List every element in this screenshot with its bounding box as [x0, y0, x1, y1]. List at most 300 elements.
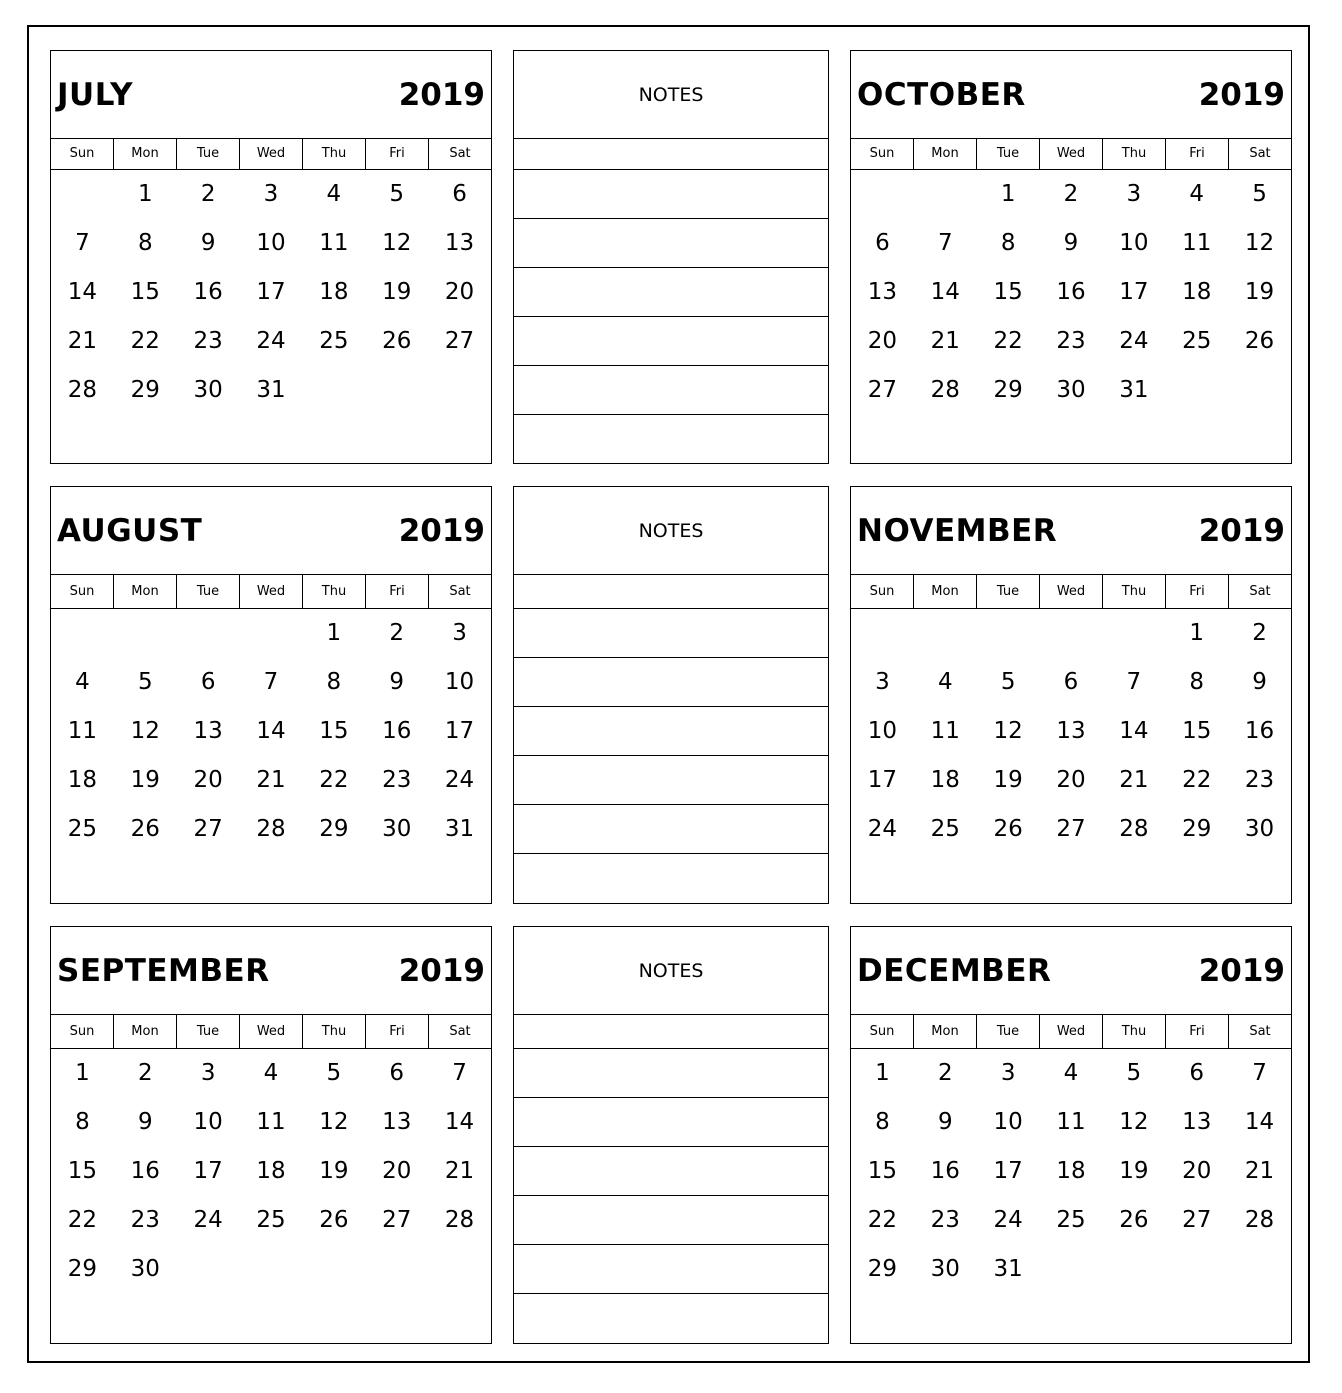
day-cell: 17: [193, 1158, 223, 1184]
day-cell-empty: [114, 609, 177, 658]
weekday-label: Sat: [1249, 584, 1271, 599]
day-cell: 20: [444, 279, 475, 305]
day-cell: 13: [1182, 1109, 1212, 1135]
day-cell: 17: [444, 718, 475, 744]
day-cell: 5: [1252, 181, 1267, 207]
day-cell: 29: [319, 816, 349, 842]
day-cell: 6: [1189, 1060, 1205, 1086]
day-cell: 12: [1244, 230, 1275, 256]
weekday-label: Wed: [1040, 1015, 1103, 1048]
weekday-label: Sat: [1249, 146, 1271, 161]
day-cell: 22: [67, 1207, 98, 1233]
day-cell: 27: [444, 328, 475, 354]
weekday-label: Mon: [914, 139, 977, 169]
day-cell: 29: [867, 1256, 898, 1282]
day-cell: 23: [1056, 328, 1086, 354]
day-cell: 15: [993, 279, 1023, 305]
day-cell: 11: [930, 718, 960, 744]
day-cell: 3: [1000, 1060, 1016, 1086]
day-cell: 2: [389, 620, 405, 646]
notes-lines: [514, 575, 828, 903]
day-cell: 5: [137, 669, 153, 695]
day-cell: 10: [867, 718, 898, 744]
day-cell: 2: [137, 1060, 153, 1086]
day-cell-empty: [851, 609, 914, 658]
day-cell: 26: [1244, 328, 1275, 354]
day-cell: 4: [326, 181, 342, 207]
day-cell: 28: [930, 377, 960, 403]
day-cell: 3: [875, 669, 890, 695]
day-cell: 26: [130, 816, 160, 842]
day-cell: 23: [930, 1207, 960, 1233]
note-line: [514, 756, 828, 805]
day-cell: 11: [256, 1109, 286, 1135]
day-cell: 18: [1056, 1158, 1086, 1184]
day-cell: 21: [444, 1158, 475, 1184]
day-cell: 15: [867, 1158, 898, 1184]
month-name: AUGUST: [57, 513, 203, 549]
notes-panel: [513, 926, 829, 1344]
day-cell: 1: [137, 181, 153, 207]
weekday-label: Thu: [1103, 1015, 1166, 1048]
day-cell: 30: [930, 1256, 960, 1282]
day-cell: 10: [193, 1109, 223, 1135]
day-cell: 13: [193, 718, 223, 744]
day-cell: 7: [452, 1060, 467, 1086]
notes-title: NOTES: [514, 487, 828, 575]
note-line: [514, 1147, 828, 1196]
day-cell: 28: [67, 377, 98, 403]
day-cell: 26: [319, 1207, 349, 1233]
month-header: [851, 51, 1291, 139]
month-calendar-october: [850, 50, 1292, 464]
day-cell: 3: [263, 181, 279, 207]
day-cell: 7: [75, 230, 90, 256]
day-cell: 23: [130, 1207, 160, 1233]
day-cell: 3: [200, 1060, 216, 1086]
day-cell: 28: [1244, 1207, 1275, 1233]
month-name: SEPTEMBER: [57, 953, 270, 989]
day-cell-empty: [1102, 609, 1165, 658]
day-cell: 8: [1000, 230, 1016, 256]
day-cell: 9: [937, 1109, 953, 1135]
note-line: [514, 609, 828, 658]
weekday-label: Wed: [1040, 139, 1103, 169]
day-cell: 21: [930, 328, 960, 354]
day-cell: 5: [1126, 1060, 1142, 1086]
day-cell: 9: [1252, 669, 1267, 695]
day-cell: 2: [200, 181, 216, 207]
day-cell: 17: [867, 767, 898, 793]
day-cell: 2: [1252, 620, 1267, 646]
day-cell: 27: [867, 377, 898, 403]
day-cell: 14: [1244, 1109, 1275, 1135]
day-cell: 2: [1063, 181, 1079, 207]
notes-lines: [514, 1015, 828, 1343]
note-line: [514, 1049, 828, 1098]
day-cell: 15: [130, 279, 160, 305]
day-cell: 31: [993, 1256, 1023, 1282]
notes-panel: [513, 50, 829, 464]
weekday-row: [51, 1015, 491, 1049]
month-calendar-august: [50, 486, 492, 904]
day-cell: 9: [389, 669, 405, 695]
day-cell: 24: [1119, 328, 1149, 354]
day-cell: 21: [1244, 1158, 1275, 1184]
day-cell: 10: [444, 669, 475, 695]
note-line: [514, 854, 828, 903]
day-cell: 5: [1000, 669, 1016, 695]
day-cell: 6: [875, 230, 890, 256]
day-cell: 6: [1063, 669, 1079, 695]
weekday-label: Sat: [449, 584, 471, 599]
weekday-label: Sat: [1249, 1024, 1271, 1039]
day-cell: 29: [67, 1256, 98, 1282]
weekday-label: Wed: [240, 1015, 303, 1048]
day-cell-empty: [914, 170, 977, 219]
day-cell: 27: [193, 816, 223, 842]
weekday-label: Tue: [977, 139, 1040, 169]
note-line: [514, 366, 828, 415]
month-year: 2019: [398, 513, 485, 549]
day-cell: 25: [1182, 328, 1212, 354]
day-cell: 24: [256, 328, 286, 354]
day-cell: 8: [875, 1109, 890, 1135]
weekday-label: Tue: [177, 575, 240, 608]
day-cell: 20: [382, 1158, 412, 1184]
day-cell: 17: [1119, 279, 1149, 305]
day-grid: [51, 1049, 491, 1294]
weekday-label: Sat: [449, 1024, 471, 1039]
day-cell-empty: [914, 609, 977, 658]
day-cell: 1: [75, 1060, 90, 1086]
weekday-label: Fri: [366, 139, 429, 169]
day-cell: 23: [382, 767, 412, 793]
day-cell: 28: [444, 1207, 475, 1233]
day-cell: 30: [1056, 377, 1086, 403]
day-cell: 7: [263, 669, 279, 695]
weekday-label: Fri: [1166, 1015, 1229, 1048]
note-line: [514, 268, 828, 317]
weekday-label: Thu: [1103, 575, 1166, 608]
day-cell: 27: [1056, 816, 1086, 842]
note-line: [514, 658, 828, 707]
day-cell: 10: [256, 230, 286, 256]
day-cell: 13: [382, 1109, 412, 1135]
weekday-label: Sun: [51, 139, 114, 169]
day-cell: 11: [67, 718, 98, 744]
day-grid: [851, 609, 1291, 854]
month-header: [851, 927, 1291, 1015]
day-cell: 16: [193, 279, 223, 305]
month-calendar-december: [850, 926, 1292, 1344]
day-cell: 6: [389, 1060, 405, 1086]
day-cell: 30: [193, 377, 223, 403]
day-cell: 22: [993, 328, 1023, 354]
weekday-label: Fri: [366, 575, 429, 608]
weekday-label: Thu: [303, 139, 366, 169]
day-cell: 21: [67, 328, 98, 354]
day-cell: 12: [130, 718, 160, 744]
note-line: [514, 707, 828, 756]
day-cell: 18: [1182, 279, 1212, 305]
note-line: [514, 1196, 828, 1245]
weekday-label: Sun: [851, 575, 914, 608]
day-cell: 16: [382, 718, 412, 744]
day-cell: 22: [867, 1207, 898, 1233]
weekday-label: Mon: [914, 575, 977, 608]
weekday-label: Mon: [114, 139, 177, 169]
note-line: [514, 1098, 828, 1147]
day-cell: 25: [930, 816, 960, 842]
weekday-label: Tue: [977, 575, 1040, 608]
notes-title: NOTES: [514, 927, 828, 1015]
weekday-label: Thu: [1103, 139, 1166, 169]
day-cell: 10: [993, 1109, 1023, 1135]
weekday-label: Sun: [51, 1015, 114, 1048]
day-cell: 8: [326, 669, 342, 695]
note-line: [514, 1015, 828, 1049]
day-cell: 7: [937, 230, 953, 256]
day-cell: 22: [319, 767, 349, 793]
day-cell: 19: [1119, 1158, 1149, 1184]
day-cell: 20: [867, 328, 898, 354]
day-cell: 25: [256, 1207, 286, 1233]
day-cell-empty: [977, 609, 1040, 658]
note-line: [514, 170, 828, 219]
day-cell-empty: [240, 609, 303, 658]
day-cell: 24: [193, 1207, 223, 1233]
weekday-label: Thu: [303, 1015, 366, 1048]
day-cell: 15: [1182, 718, 1212, 744]
day-cell: 13: [867, 279, 898, 305]
weekday-label: Sat: [449, 146, 471, 161]
day-cell: 5: [326, 1060, 342, 1086]
day-cell: 26: [1119, 1207, 1149, 1233]
day-cell: 29: [1182, 816, 1212, 842]
weekday-row: [51, 139, 491, 170]
day-cell: 16: [930, 1158, 960, 1184]
day-cell: 6: [452, 181, 467, 207]
day-cell: 1: [326, 620, 342, 646]
note-line: [514, 575, 828, 609]
day-cell: 19: [130, 767, 160, 793]
weekday-label: Fri: [366, 1015, 429, 1048]
day-cell: 14: [444, 1109, 475, 1135]
day-cell: 14: [67, 279, 98, 305]
day-cell: 12: [993, 718, 1023, 744]
day-cell: 14: [256, 718, 286, 744]
note-line: [514, 219, 828, 268]
day-cell: 25: [1056, 1207, 1086, 1233]
weekday-label: Mon: [114, 575, 177, 608]
day-cell: 6: [200, 669, 216, 695]
day-cell-empty: [51, 170, 114, 219]
month-name: NOVEMBER: [857, 513, 1058, 549]
day-cell: 31: [1119, 377, 1149, 403]
day-cell: 29: [993, 377, 1023, 403]
day-cell: 19: [1244, 279, 1275, 305]
weekday-label: Mon: [114, 1015, 177, 1048]
note-line: [514, 805, 828, 854]
day-cell-empty: [1040, 609, 1103, 658]
day-cell: 4: [1189, 181, 1205, 207]
month-year: 2019: [398, 953, 485, 989]
weekday-row: [851, 139, 1291, 170]
day-cell: 26: [382, 328, 412, 354]
weekday-row: [851, 1015, 1291, 1049]
day-cell: 5: [389, 181, 405, 207]
day-cell-empty: [177, 609, 240, 658]
month-header: [51, 487, 491, 575]
day-cell: 1: [1000, 181, 1016, 207]
day-cell: 3: [452, 620, 467, 646]
day-cell: 20: [1182, 1158, 1212, 1184]
month-calendar-september: [50, 926, 492, 1344]
month-name: JULY: [57, 77, 134, 113]
day-cell: 21: [1119, 767, 1149, 793]
month-year: 2019: [398, 77, 485, 113]
day-cell: 12: [382, 230, 412, 256]
weekday-label: Sun: [51, 575, 114, 608]
day-cell: 28: [256, 816, 286, 842]
day-cell: 25: [319, 328, 349, 354]
day-cell: 18: [67, 767, 98, 793]
weekday-label: Sun: [851, 1015, 914, 1048]
day-cell: 22: [1182, 767, 1212, 793]
day-cell: 7: [1252, 1060, 1267, 1086]
day-cell-empty: [851, 170, 914, 219]
day-cell: 30: [1244, 816, 1275, 842]
day-cell: 2: [937, 1060, 953, 1086]
day-cell: 8: [75, 1109, 90, 1135]
weekday-label: Fri: [1166, 575, 1229, 608]
day-cell: 1: [875, 1060, 890, 1086]
day-cell-empty: [51, 609, 114, 658]
day-cell: 14: [1119, 718, 1149, 744]
day-cell: 31: [444, 816, 475, 842]
weekday-label: Wed: [240, 575, 303, 608]
day-grid: [851, 170, 1291, 415]
day-grid: [51, 170, 491, 415]
day-cell: 12: [319, 1109, 349, 1135]
day-cell: 20: [193, 767, 223, 793]
day-cell: 21: [256, 767, 286, 793]
notes-panel: [513, 486, 829, 904]
day-cell: 3: [1126, 181, 1142, 207]
day-grid: [51, 609, 491, 854]
day-cell: 11: [1056, 1109, 1086, 1135]
day-cell: 4: [1063, 1060, 1079, 1086]
day-cell: 18: [319, 279, 349, 305]
day-cell: 24: [993, 1207, 1023, 1233]
day-cell: 24: [444, 767, 475, 793]
day-cell: 18: [930, 767, 960, 793]
month-name: OCTOBER: [857, 77, 1026, 113]
day-cell: 16: [130, 1158, 160, 1184]
day-cell: 17: [256, 279, 286, 305]
day-cell: 30: [382, 816, 412, 842]
day-cell: 23: [193, 328, 223, 354]
weekday-label: Fri: [1166, 139, 1229, 169]
weekday-row: [51, 575, 491, 609]
day-cell: 9: [200, 230, 216, 256]
month-header: [51, 927, 491, 1015]
day-cell: 16: [1244, 718, 1275, 744]
day-cell: 31: [256, 377, 286, 403]
weekday-label: Thu: [303, 575, 366, 608]
day-cell: 25: [67, 816, 98, 842]
day-cell: 15: [67, 1158, 98, 1184]
day-grid: [851, 1049, 1291, 1294]
day-cell: 11: [1182, 230, 1212, 256]
weekday-label: Mon: [914, 1015, 977, 1048]
month-year: 2019: [1198, 513, 1285, 549]
day-cell: 27: [1182, 1207, 1212, 1233]
day-cell: 4: [263, 1060, 279, 1086]
month-name: DECEMBER: [857, 953, 1052, 989]
day-cell: 15: [319, 718, 349, 744]
day-cell: 22: [130, 328, 160, 354]
weekday-label: Wed: [1040, 575, 1103, 608]
day-cell: 20: [1056, 767, 1086, 793]
day-cell: 12: [1119, 1109, 1149, 1135]
day-cell: 10: [1119, 230, 1149, 256]
day-cell: 27: [382, 1207, 412, 1233]
day-cell: 7: [1126, 669, 1142, 695]
day-cell: 19: [319, 1158, 349, 1184]
month-header: [51, 51, 491, 139]
month-header: [851, 487, 1291, 575]
day-cell: 24: [867, 816, 898, 842]
weekday-row: [851, 575, 1291, 609]
day-cell: 8: [1189, 669, 1205, 695]
day-cell: 1: [1189, 620, 1205, 646]
notes-title: NOTES: [514, 51, 828, 139]
note-line: [514, 1245, 828, 1294]
day-cell: 19: [993, 767, 1023, 793]
day-cell: 4: [75, 669, 90, 695]
day-cell: 30: [130, 1256, 160, 1282]
day-cell: 4: [937, 669, 953, 695]
note-line: [514, 139, 828, 170]
day-cell: 11: [319, 230, 349, 256]
weekday-label: Sun: [851, 139, 914, 169]
day-cell: 9: [1063, 230, 1079, 256]
day-cell: 8: [137, 230, 153, 256]
weekday-label: Wed: [240, 139, 303, 169]
note-line: [514, 415, 828, 464]
day-cell: 29: [130, 377, 160, 403]
day-cell: 23: [1244, 767, 1275, 793]
weekday-label: Tue: [177, 1015, 240, 1048]
day-cell: 19: [382, 279, 412, 305]
month-calendar-july: [50, 50, 492, 464]
day-cell: 13: [1056, 718, 1086, 744]
month-calendar-november: [850, 486, 1292, 904]
month-year: 2019: [1198, 77, 1285, 113]
notes-lines: [514, 139, 828, 464]
day-cell: 13: [444, 230, 475, 256]
weekday-label: Tue: [977, 1015, 1040, 1048]
note-line: [514, 1294, 828, 1343]
day-cell: 26: [993, 816, 1023, 842]
day-cell: 9: [137, 1109, 153, 1135]
day-cell: 18: [256, 1158, 286, 1184]
note-line: [514, 317, 828, 366]
day-cell: 16: [1056, 279, 1086, 305]
day-cell: 14: [930, 279, 960, 305]
